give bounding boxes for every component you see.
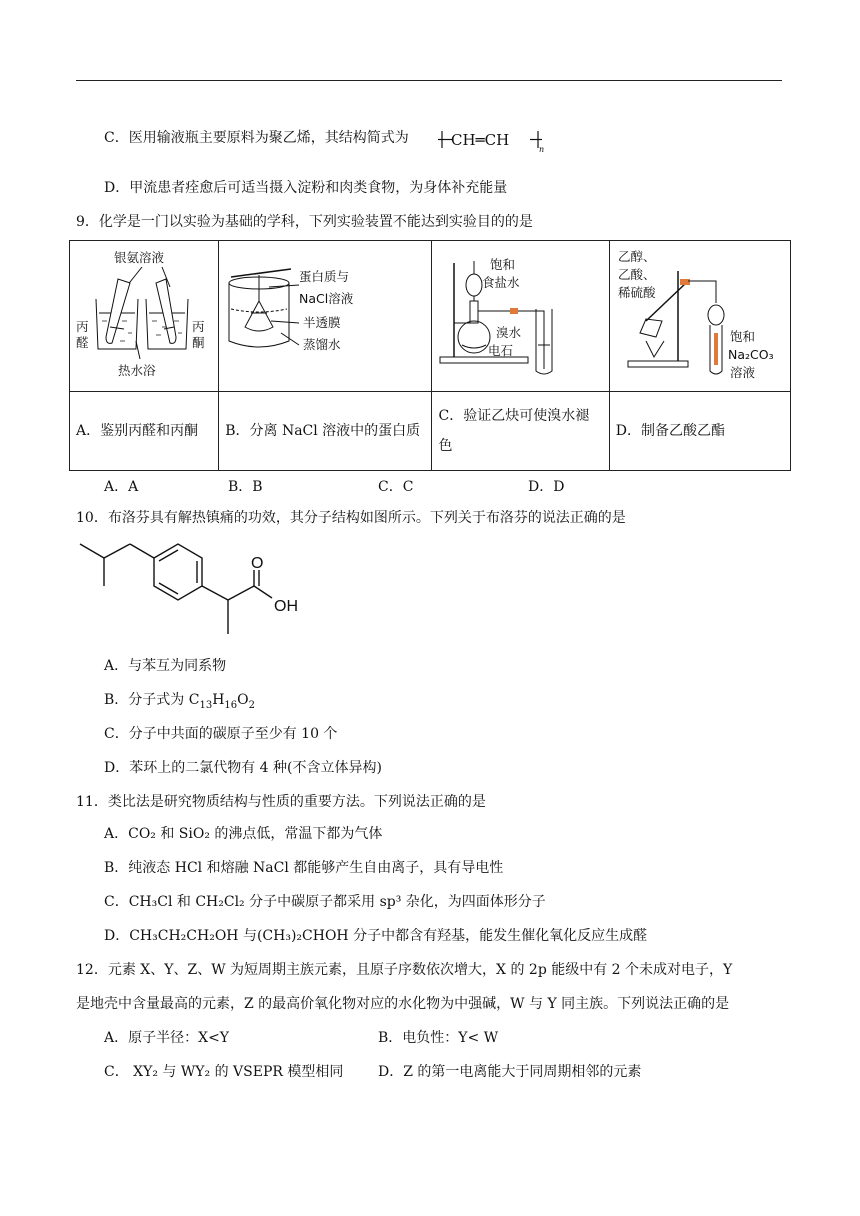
label-saturated: 饱和 xyxy=(490,257,516,272)
polyethylene-formula xyxy=(438,124,548,154)
q10-option-d: D．苯环上的二氯代物有 4 种(不含立体异构) xyxy=(104,760,382,776)
q8-option-c xyxy=(104,128,409,148)
q9-figure-a xyxy=(70,241,218,387)
q11-option-c: C．CH₃Cl 和 CH₂Cl₂ 分子中碳原子都采用 sp³ 杂化，为四面体形分子 xyxy=(104,894,546,910)
q10-symbol-o: O xyxy=(237,692,249,708)
q9-experiment-table xyxy=(69,240,791,471)
label-hot-water-bath: 热水浴 xyxy=(118,363,156,378)
polyethylene-unit: CH═CH xyxy=(451,131,510,149)
mol-oxygen: O xyxy=(251,555,264,572)
q10-option-b xyxy=(104,690,255,716)
q9-choice-b: B．B xyxy=(228,479,263,495)
label-propanal-2: 醛 xyxy=(76,335,89,350)
q9-figure-b xyxy=(219,241,431,387)
label-propanal-1: 丙 xyxy=(76,319,89,334)
q9-figure-a-cell xyxy=(70,241,219,392)
q9-caption-c: C．验证乙炔可使溴水褪色 xyxy=(432,392,609,471)
q12-stem-line2: 是地壳中含量最高的元素，Z 的最高价氧化物对应的水化物为中强碱，W 与 Y 同主族。下列说法正确的是 xyxy=(76,996,730,1012)
q9-caption-a: A．鉴别丙醛和丙酮 xyxy=(70,392,219,471)
q9-choice-a: A．A xyxy=(104,479,139,495)
q12-option-d: D．Z 的第一电离能大于同周期相邻的元素 xyxy=(378,1064,642,1080)
q9-choice-c: C．C xyxy=(378,479,414,495)
label-bromine-water: 溴水 xyxy=(496,325,522,340)
q9-figure-c xyxy=(432,241,608,387)
q9-choice-d: D．D xyxy=(528,479,565,495)
q10-symbol-h: H xyxy=(212,692,225,708)
mol-hydroxyl: OH xyxy=(274,598,298,615)
q11-stem: 11．类比法是研究物质结构与性质的重要方法。下列说法正确的是 xyxy=(76,794,486,810)
label-brine: 食盐水 xyxy=(482,275,520,290)
label-acetone-1: 丙 xyxy=(192,319,205,334)
q9-caption-b: B．分离 NaCl 溶液中的蛋白质 xyxy=(219,392,432,471)
q10-option-c: C．分子中共面的碳原子至少有 10 个 xyxy=(104,726,338,742)
label-sodium-carbonate: Na₂CO₃ xyxy=(727,347,774,362)
q8-option-d: D．甲流患者痊愈后可适当摄入淀粉和肉类食物，为身体补充能量 xyxy=(104,180,508,196)
q11-option-b: B．纯液态 HCl 和熔融 NaCl 都能够产生自由离子，具有导电性 xyxy=(104,860,504,876)
q10-sub-16: 16 xyxy=(224,699,238,711)
q11-option-d: D．CH₃CH₂CH₂OH 与(CH₃)₂CHOH 分子中都含有羟基，能发生催化氧化反应生成醛 xyxy=(104,928,648,944)
q10-option-b-prefix: B．分子式为 C xyxy=(104,692,200,708)
q9-figure-d xyxy=(610,241,790,387)
label-distilled-water: 蒸馏水 xyxy=(303,337,341,352)
q10-sub-13: 13 xyxy=(199,699,213,711)
q9-figure-c-cell xyxy=(432,241,609,392)
ibuprofen-structure xyxy=(76,536,316,644)
label-calcium-carbide: 电石 xyxy=(488,343,514,358)
q12-option-c: C． XY₂ 与 WY₂ 的 VSEPR 模型相同 xyxy=(104,1064,344,1080)
label-saturated-d: 饱和 xyxy=(729,329,755,344)
q9-caption-d: D．制备乙酸乙酯 xyxy=(609,392,790,471)
label-silver-ammonia: 银氨溶液 xyxy=(114,250,165,265)
q10-option-a: A．与苯互为同系物 xyxy=(104,658,227,674)
label-semipermeable-membrane: 半透膜 xyxy=(303,315,341,330)
q9-figure-b-cell xyxy=(219,241,432,392)
label-nacl-solution: NaCl溶液 xyxy=(299,291,354,306)
polymer-degree-n: n xyxy=(539,145,545,154)
label-ethanol: 乙醇、 xyxy=(617,249,656,264)
label-acetone-2: 酮 xyxy=(192,335,205,350)
label-solution: 溶液 xyxy=(729,365,755,380)
q8-option-c-text: C．医用输液瓶主要原料为聚乙烯，其结构简式为 xyxy=(104,130,409,146)
q12-stem-line1: 12．元素 X、Y、Z、W 为短周期主族元素，且原子序数依次增大，X 的 2p 能级中有 2 个未成对电子，Y xyxy=(76,962,733,978)
q9-figure-d-cell xyxy=(609,241,790,392)
q12-option-a: A．原子半径：X<Y xyxy=(104,1030,230,1046)
q11-option-a: A．CO₂ 和 SiO₂ 的沸点低，常温下都为气体 xyxy=(104,826,383,842)
label-dilute-sulfuric-acid: 稀硫酸 xyxy=(617,285,656,300)
label-protein-and: 蛋白质与 xyxy=(299,269,350,284)
q12-option-b: B．电负性：Y< W xyxy=(378,1030,499,1046)
q10-sub-2: 2 xyxy=(248,699,255,711)
q10-stem: 10．布洛芬具有解热镇痛的功效，其分子结构如图所示。下列关于布洛芬的说法正确的是 xyxy=(76,510,626,526)
label-acetic-acid: 乙酸、 xyxy=(617,267,656,282)
q9-stem: 9．化学是一门以实验为基础的学科，下列实验装置不能达到实验目的的是 xyxy=(76,214,533,230)
header-rule xyxy=(76,80,782,81)
